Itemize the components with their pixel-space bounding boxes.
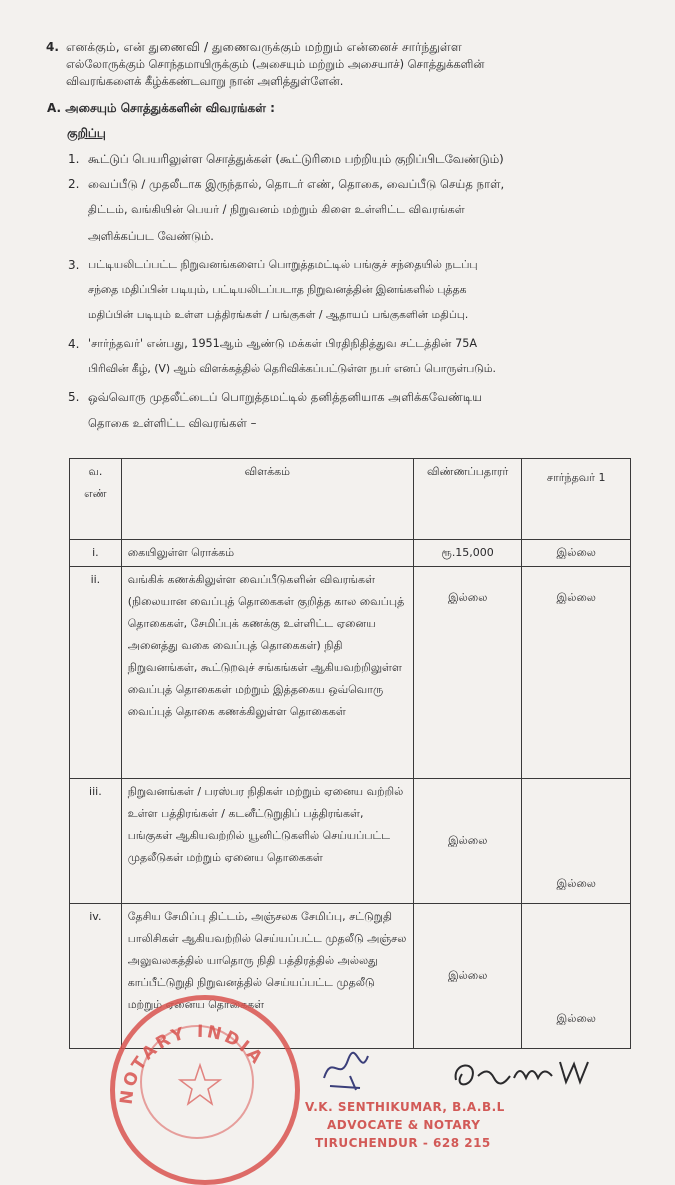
row-1-dependent: இல்லை bbox=[522, 540, 631, 567]
note-5-number: 5. bbox=[68, 390, 80, 404]
note-label: குறிப்பு bbox=[67, 126, 106, 140]
header-sno: வ. எண் bbox=[70, 459, 122, 540]
note-4-line-1: 'சார்ந்தவர்' என்பது, 1951ஆம் ஆண்டு மக்கள் பிரதிநிதித்துவ சட்டத்தின் 75A bbox=[88, 337, 477, 350]
row-4-desc: தேசிய சேமிப்பு திட்டம், அஞ்சலக சேமிப்பு, சட்டுறுதி பாலிசிகள் ஆகியவற்றில் செய்யப்பட்ட முதலீடு அஞ்சல அலுவலகத்தில் யாதொரு நிதி பத்திரத்தில் அல்லது காப்பீட்டுறுதி நிறுவனத்தில் செய்யப்பட்ட முதலீடு மற்றும் ஏனைய தொகைகள் bbox=[121, 904, 413, 1049]
note-2-line-1: வைப்பீடு / முதலீடாக இருந்தால், தொடர் எண், தொகை, வைப்பீடு செய்த நாள், bbox=[88, 177, 505, 191]
row-1-sno: i. bbox=[70, 540, 122, 567]
item-4-number: 4. bbox=[46, 40, 59, 54]
row-3-dependent: இல்லை bbox=[522, 779, 631, 904]
header-desc: விளக்கம் bbox=[121, 459, 413, 540]
signature-1 bbox=[320, 1048, 400, 1093]
movable-assets-table bbox=[69, 458, 631, 1049]
section-a-heading: A. அசையும் சொத்துக்களின் விவரங்கள் : bbox=[47, 101, 275, 115]
table-header-row bbox=[70, 459, 631, 540]
note-3-line-2: சந்தை மதிப்பின் படியும், பட்டியலிடப்படாத நிறுவனத்தின் இனங்களில் புத்தக bbox=[88, 283, 467, 296]
signature-2 bbox=[448, 1052, 608, 1092]
note-2-number: 2. bbox=[68, 177, 80, 191]
row-1-desc: கையிலுள்ள ரொக்கம் bbox=[121, 540, 413, 567]
row-3-sno: iii. bbox=[70, 779, 122, 904]
note-2-line-3: அளிக்கப்பட வேண்டும். bbox=[88, 229, 214, 243]
note-5-line-2: தொகை உள்ளிட்ட விவரங்கள் – bbox=[88, 416, 257, 430]
item-4-line-3: விவரங்களைக் கீழ்க்கண்டவாறு நான் அளித்துள்ளேன். bbox=[66, 74, 344, 88]
note-4-line-2: பிரிவின் கீழ், (V) ஆம் விளக்கத்தில் தெரிவிக்கப்பட்டுள்ள நபர் எனப் பொருள்படும். bbox=[88, 362, 496, 375]
note-3-line-1: பட்டியலிடப்பட்ட நிறுவனங்களைப் பொறுத்தமட்டில் பங்குச் சந்தையில் நடப்பு bbox=[88, 258, 478, 271]
notary-name: V.K. SENTHIKUMAR, B.A.B.L bbox=[305, 1100, 505, 1114]
table-row bbox=[70, 567, 631, 779]
note-2-line-2: திட்டம், வங்கியின் பெயர் / நிறுவனம் மற்றும் கிளை உள்ளிட்ட விவரங்கள் bbox=[88, 203, 465, 216]
notary-stamp bbox=[305, 1098, 505, 1152]
svg-text:NOTARY INDIA: NOTARY INDIA bbox=[116, 1021, 268, 1106]
row-2-desc: வங்கிக் கணக்கிலுள்ள வைப்பீடுகளின் விவரங்கள் (நிலையான வைப்புத் தொகைகள் குறித்த கால வைப்புத் தொகைகள், சேமிப்புக் கணக்கு உள்ளிட்ட ஏனைய அனைத்து வகை வைப்புத் தொகைகள்) நிதி நிறுவனங்கள், கூட்டுறவுச் சங்கங்கள் ஆகியவற்றிலுள்ள வைப்புத் தொகைகள் மற்றும் இத்தகைய ஒவ்வொரு வைப்புத் தொகை கணக்கிலுள்ள தொகைகள் bbox=[121, 567, 413, 779]
table-row bbox=[70, 540, 631, 567]
row-4-dependent: இல்லை bbox=[522, 904, 631, 1049]
notary-place: TIRUCHENDUR - 628 215 bbox=[315, 1136, 491, 1150]
header-applicant: விண்ணப்பதாரர் bbox=[413, 459, 522, 540]
note-3-line-3: மதிப்பின் படியும் உள்ள பத்திரங்கள் / பங்குகள் / ஆதாயப் பங்குகளின் மதிப்பு. bbox=[88, 308, 469, 321]
item-4-line-1: எனக்கும், என் துணைவி / துணைவருக்கும் மற்றும் என்னைச் சார்ந்துள்ள bbox=[66, 40, 462, 54]
notary-title: ADVOCATE & NOTARY bbox=[327, 1118, 481, 1132]
table-row bbox=[70, 779, 631, 904]
note-3-number: 3. bbox=[68, 258, 80, 272]
note-5-line-1: ஒவ்வொரு முதலீட்டைப் பொறுத்தமட்டில் தனித்தனியாக அளிக்கவேண்டிய bbox=[88, 390, 483, 404]
row-4-applicant: இல்லை bbox=[413, 904, 522, 1049]
row-3-applicant: இல்லை bbox=[413, 779, 522, 904]
note-1-number: 1. bbox=[68, 152, 80, 166]
notary-seal-lettering bbox=[110, 995, 290, 1168]
row-3-desc: நிறுவனங்கள் / பரஸ்பர நிதிகள் மற்றும் ஏனைய வற்றில் உள்ள பத்திரங்கள் / கடனீட்டுறுதிப் பத்திரங்கள், பங்குகள் ஆகியவற்றில் யூனிட்டுகளில் செய்யப்பட்ட முதலீடுகள் மற்றும் ஏனைய தொகைகள் bbox=[121, 779, 413, 904]
row-2-sno: ii. bbox=[70, 567, 122, 779]
row-4-sno: iv. bbox=[70, 904, 122, 1049]
header-dependent: சார்ந்தவர் 1 bbox=[522, 459, 631, 540]
row-2-dependent: இல்லை bbox=[522, 567, 631, 779]
row-1-applicant: ரூ.15,000 bbox=[413, 540, 522, 567]
note-4-number: 4. bbox=[68, 337, 80, 351]
row-2-applicant: இல்லை bbox=[413, 567, 522, 779]
item-4-line-2: எல்லோருக்கும் சொந்தமாயிருக்கும் (அசையும் மற்றும் அசையாச்) சொத்துக்களின் bbox=[66, 57, 485, 71]
note-1-line-1: கூட்டுப் பெயரிலுள்ள சொத்துக்கள் (கூட்டுரிமை பற்றியும் குறிப்பிடவேண்டும்) bbox=[88, 152, 504, 166]
